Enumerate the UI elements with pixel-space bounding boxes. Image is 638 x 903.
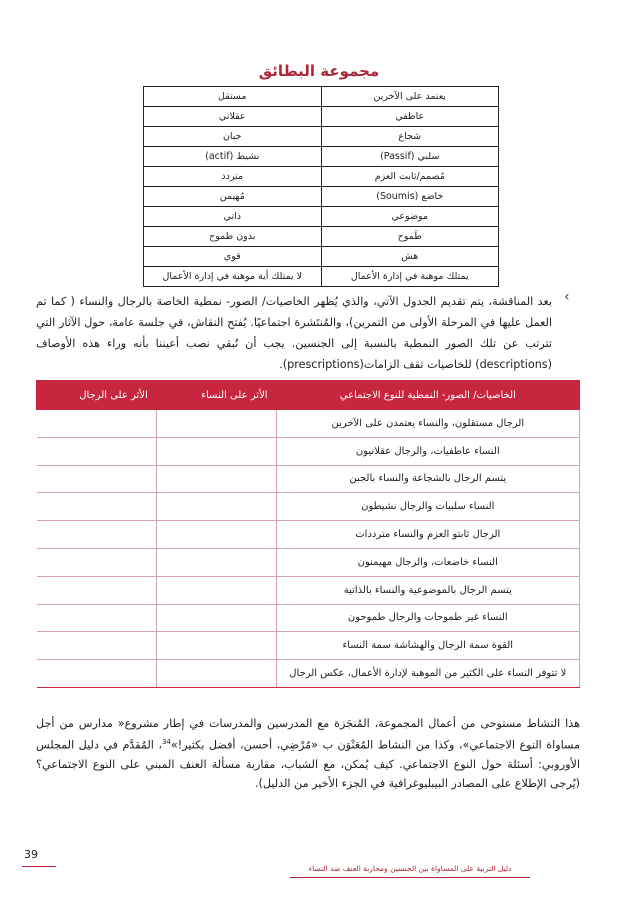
impact-men-cell bbox=[37, 493, 157, 521]
impact-women-cell bbox=[156, 493, 276, 521]
card-opposite-trait: عقلاني bbox=[144, 107, 322, 127]
stereotype-cell: النساء خاضعات، والرجال مهيمنون bbox=[276, 548, 579, 576]
impact-men-cell bbox=[37, 604, 157, 632]
impact-women-cell bbox=[156, 465, 276, 493]
stereotype-cell: الرجال مستقلون، والنساء يعتمدن على الآخرين bbox=[276, 410, 579, 438]
card-trait: موضوعي bbox=[321, 207, 499, 227]
activity-source-text-1: هذا النشاط مستوحى من أعمال المجموعة، المُنجَزة مع المدرسين والمدرسات في إطار مشروع« مدارس من أجل مساواة النوع الاجتماعي»، وكذا من النشاط المُعَنْوَن ب «مُرْضِي، أحسن، أفضل بكثير!» bbox=[36, 717, 580, 752]
header-impact-men: الأثر على الرجال bbox=[37, 381, 157, 410]
cards-row bbox=[144, 187, 499, 207]
header-impact-women: الأثر على النساء bbox=[156, 381, 276, 410]
bullet-icon: › bbox=[564, 289, 570, 305]
stereotype-cell: القوة سمة الرجال والهشاشة سمة النساء bbox=[276, 632, 579, 660]
table-row bbox=[37, 465, 580, 493]
characteristics-table bbox=[36, 380, 580, 688]
cards-row bbox=[144, 227, 499, 247]
stereotype-cell: النساء سلبيات والرجال نشيطون bbox=[276, 493, 579, 521]
table-row bbox=[37, 410, 580, 438]
impact-men-cell bbox=[37, 576, 157, 604]
impact-men-cell bbox=[37, 632, 157, 660]
cards-row bbox=[144, 167, 499, 187]
card-opposite-trait: قوي bbox=[144, 247, 322, 267]
cards-table-body bbox=[144, 87, 499, 287]
stereotype-cell: النساء غير طموحات والرجال طموحون bbox=[276, 604, 579, 632]
stereotype-cell: النساء عاطفيات، والرجال عقلانيون bbox=[276, 437, 579, 465]
table-row bbox=[37, 548, 580, 576]
table-row bbox=[37, 576, 580, 604]
impact-women-cell bbox=[156, 632, 276, 660]
impact-men-cell bbox=[37, 521, 157, 549]
cards-row bbox=[144, 107, 499, 127]
cards-row bbox=[144, 147, 499, 167]
cards-row bbox=[144, 127, 499, 147]
card-trait: يعتمد على الآخرين bbox=[321, 87, 499, 107]
cards-row bbox=[144, 247, 499, 267]
impact-men-cell bbox=[37, 548, 157, 576]
table-row bbox=[37, 632, 580, 660]
card-trait: مُصمم/ثابت العزم bbox=[321, 167, 499, 187]
impact-women-cell bbox=[156, 604, 276, 632]
impact-women-cell bbox=[156, 437, 276, 465]
impact-men-cell bbox=[37, 660, 157, 688]
card-opposite-trait: لا يمتلك أية موهبة في إدارة الأعمال bbox=[144, 267, 322, 287]
card-trait: طَموح bbox=[321, 227, 499, 247]
footer-title: دليل التربية على المساواة بين الجنسين ومحاربة العنف ضد النساء bbox=[308, 864, 512, 873]
table-row bbox=[37, 521, 580, 549]
stereotype-cell: يتسم الرجال بالموضوعية والنساء بالذاتية bbox=[276, 576, 579, 604]
card-opposite-trait: متردد bbox=[144, 167, 322, 187]
characteristics-header-row bbox=[37, 381, 580, 410]
impact-women-cell bbox=[156, 660, 276, 688]
impact-women-cell bbox=[156, 521, 276, 549]
card-opposite-trait: نشيط (actif) bbox=[144, 147, 322, 167]
stereotype-cell: لا تتوفر النساء على الكثير من الموهبة لإدارة الأعمال، عكس الرجال bbox=[276, 660, 579, 688]
card-trait: يمتلك موهبة في إدارة الأعمال bbox=[321, 267, 499, 287]
cards-row bbox=[144, 267, 499, 287]
card-opposite-trait: جبان bbox=[144, 127, 322, 147]
stereotype-cell: الرجال ثابتو العزم والنساء مترددات bbox=[276, 521, 579, 549]
header-characteristics: الخاصيات/ الصور- النمطية للنوع الاجتماعي bbox=[276, 381, 579, 410]
cards-row bbox=[144, 207, 499, 227]
table-row bbox=[37, 437, 580, 465]
card-opposite-trait: مستقل bbox=[144, 87, 322, 107]
activity-source-paragraph bbox=[36, 714, 580, 793]
discussion-paragraph: بعد المناقشة، يتم تقديم الجدول الآتي، والذي يُظهر الخاصيات/ الصور- نمطية الخاصة بالرجال والنساء ( كما تم العمل عليها في المرحلة الأولى من التمرين)، والمُنتَشرة اجتماعيًا. يُفتح النقاش، في جلسة عامة، حول الآثار التي تترتب عن تلك الصور النمطية بالنسبة إلى الجنسين. يجب أن نُبقي نصب أعيننا بأنه وراء هذه الأوصاف (descriptions) للخاصيات تقف الزامات(prescriptions). bbox=[36, 295, 552, 371]
cards-title: مجموعة البطائق bbox=[258, 62, 380, 80]
stereotype-cell: يتسم الرجال بالشجاعة والنساء بالجبن bbox=[276, 465, 579, 493]
table-row bbox=[37, 660, 580, 688]
page-number-rule bbox=[22, 866, 56, 867]
card-trait: هش bbox=[321, 247, 499, 267]
footnote-marker: 34 bbox=[161, 738, 171, 746]
card-trait: شجاع bbox=[321, 127, 499, 147]
cards-table bbox=[143, 86, 499, 287]
footer-rule bbox=[290, 877, 530, 878]
characteristics-table-body bbox=[37, 410, 580, 688]
card-opposite-trait: بدون طموح bbox=[144, 227, 322, 247]
cards-row bbox=[144, 87, 499, 107]
card-trait: سلبي (Passif) bbox=[321, 147, 499, 167]
impact-men-cell bbox=[37, 465, 157, 493]
card-trait: عاطفي bbox=[321, 107, 499, 127]
impact-men-cell bbox=[37, 437, 157, 465]
card-opposite-trait: ذاتي bbox=[144, 207, 322, 227]
table-row bbox=[37, 493, 580, 521]
table-row bbox=[37, 604, 580, 632]
impact-men-cell bbox=[37, 410, 157, 438]
card-opposite-trait: مُهيمن bbox=[144, 187, 322, 207]
card-trait: خاضع (Soumis) bbox=[321, 187, 499, 207]
activity-source-text-2: ، المُقدَّم في دليل المجلس الأوروبي: أسئلة حول النوع الاجتماعي. كيف يُمكن، مع الشباب، مقاربة مسألة العنف المبني على النوع الاجتماعي؟ (يُرجى الإطلاع على المصادر البيبليوغرافية في الجزء الأخير من الدليل). bbox=[36, 738, 580, 790]
impact-women-cell bbox=[156, 548, 276, 576]
page-number: 39 bbox=[24, 848, 38, 861]
impact-women-cell bbox=[156, 576, 276, 604]
impact-women-cell bbox=[156, 410, 276, 438]
